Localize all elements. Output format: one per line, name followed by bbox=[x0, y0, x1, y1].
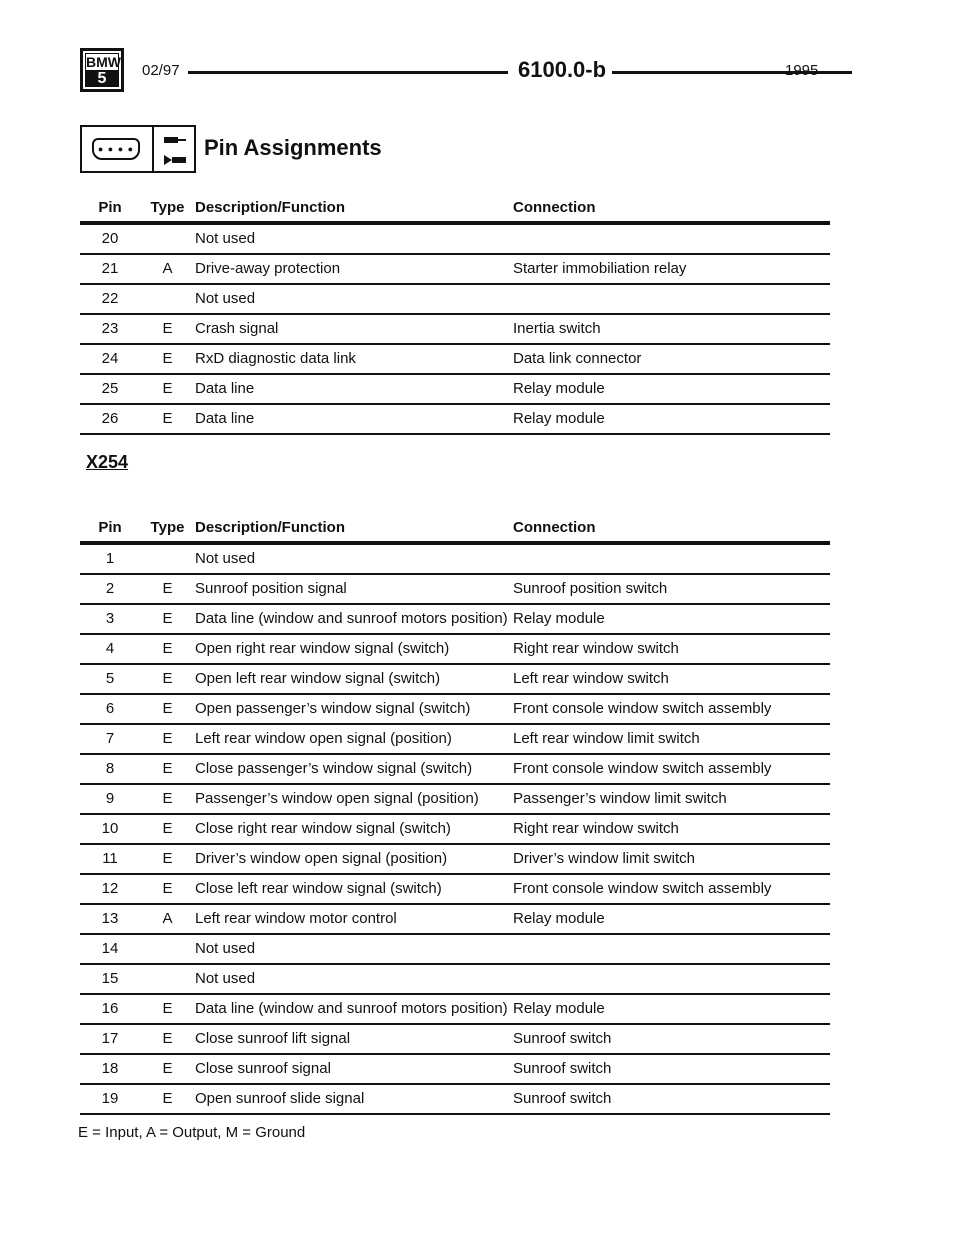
column-header-type: Type bbox=[140, 519, 195, 543]
cell-description: Driver’s window open signal (position) bbox=[195, 844, 513, 874]
cell-pin: 8 bbox=[80, 754, 140, 784]
cell-description: Not used bbox=[195, 964, 513, 994]
cell-description: Open sunroof slide signal bbox=[195, 1084, 513, 1114]
cell-connection: Relay module bbox=[513, 604, 830, 634]
cell-type bbox=[140, 284, 195, 314]
cell-connection bbox=[513, 543, 830, 574]
cell-pin: 3 bbox=[80, 604, 140, 634]
column-header-connection: Connection bbox=[513, 519, 830, 543]
cell-connection: Data link connector bbox=[513, 344, 830, 374]
cell-pin: 26 bbox=[80, 404, 140, 434]
logo-bottom-text: 5 bbox=[85, 70, 119, 87]
cell-description: Open left rear window signal (switch) bbox=[195, 664, 513, 694]
header-year: 1995 bbox=[785, 62, 819, 79]
cell-connection: Front console window switch assembly bbox=[513, 754, 830, 784]
table-row bbox=[80, 694, 830, 724]
header-date: 02/97 bbox=[142, 62, 180, 79]
cell-connection: Relay module bbox=[513, 374, 830, 404]
cell-description: Data line bbox=[195, 404, 513, 434]
cell-description: Data line (window and sunroof motors position) bbox=[195, 994, 513, 1024]
table-row bbox=[80, 223, 830, 254]
table-row bbox=[80, 344, 830, 374]
document-code: 6100.0-b bbox=[518, 57, 607, 82]
cell-description: Close sunroof signal bbox=[195, 1054, 513, 1084]
cell-connection: Relay module bbox=[513, 904, 830, 934]
cell-description: Close sunroof lift signal bbox=[195, 1024, 513, 1054]
cell-pin: 4 bbox=[80, 634, 140, 664]
pin-table-1 bbox=[80, 199, 830, 435]
table-row bbox=[80, 254, 830, 284]
cell-type bbox=[140, 543, 195, 574]
type-legend: E = Input, A = Output, M = Ground bbox=[78, 1124, 306, 1141]
cell-description: Data line bbox=[195, 374, 513, 404]
cell-description: Not used bbox=[195, 543, 513, 574]
header-rule-left bbox=[188, 71, 508, 74]
cell-description: Not used bbox=[195, 223, 513, 254]
cell-connection: Left rear window limit switch bbox=[513, 724, 830, 754]
cell-connection: Right rear window switch bbox=[513, 814, 830, 844]
table-row bbox=[80, 1084, 830, 1114]
cell-description: Left rear window open signal (position) bbox=[195, 724, 513, 754]
cell-type: E bbox=[140, 604, 195, 634]
cell-type: E bbox=[140, 724, 195, 754]
pin-table-2 bbox=[80, 519, 830, 1115]
cell-pin: 19 bbox=[80, 1084, 140, 1114]
cell-type bbox=[140, 964, 195, 994]
bmw-5-series-logo bbox=[80, 48, 124, 92]
cell-connection: Left rear window switch bbox=[513, 664, 830, 694]
cell-type: E bbox=[140, 814, 195, 844]
cell-pin: 13 bbox=[80, 904, 140, 934]
table-row bbox=[80, 724, 830, 754]
cell-pin: 1 bbox=[80, 543, 140, 574]
column-header-description: Description/Function bbox=[195, 199, 513, 223]
cell-pin: 12 bbox=[80, 874, 140, 904]
table-row bbox=[80, 1054, 830, 1084]
table-row bbox=[80, 784, 830, 814]
cell-connection: Relay module bbox=[513, 994, 830, 1024]
cell-pin: 21 bbox=[80, 254, 140, 284]
cell-pin: 6 bbox=[80, 694, 140, 724]
table-row bbox=[80, 574, 830, 604]
cell-pin: 25 bbox=[80, 374, 140, 404]
table-row bbox=[80, 814, 830, 844]
table-row bbox=[80, 1024, 830, 1054]
cell-connection: Passenger’s window limit switch bbox=[513, 784, 830, 814]
cell-type: E bbox=[140, 404, 195, 434]
cell-pin: 18 bbox=[80, 1054, 140, 1084]
cell-description: Data line (window and sunroof motors position) bbox=[195, 604, 513, 634]
cell-connection bbox=[513, 964, 830, 994]
cell-description: Passenger’s window open signal (position) bbox=[195, 784, 513, 814]
cell-pin: 22 bbox=[80, 284, 140, 314]
cell-type: E bbox=[140, 874, 195, 904]
table-row bbox=[80, 284, 830, 314]
cell-description: Drive-away protection bbox=[195, 254, 513, 284]
table-header-row bbox=[80, 519, 830, 543]
cell-connection: Front console window switch assembly bbox=[513, 874, 830, 904]
cell-connection bbox=[513, 223, 830, 254]
cell-description: Left rear window motor control bbox=[195, 904, 513, 934]
cell-type: E bbox=[140, 344, 195, 374]
cell-connection: Right rear window switch bbox=[513, 634, 830, 664]
column-header-pin: Pin bbox=[80, 519, 140, 543]
cell-pin: 5 bbox=[80, 664, 140, 694]
pin-female-icon bbox=[164, 153, 186, 167]
table-row bbox=[80, 604, 830, 634]
cell-connection: Sunroof position switch bbox=[513, 574, 830, 604]
connector-subheading: X254 bbox=[86, 452, 129, 472]
table-row bbox=[80, 664, 830, 694]
table-row bbox=[80, 844, 830, 874]
connector-icon: ● ● ● ● bbox=[92, 138, 140, 160]
table-row bbox=[80, 754, 830, 784]
column-header-description: Description/Function bbox=[195, 519, 513, 543]
table-row bbox=[80, 934, 830, 964]
cell-pin: 7 bbox=[80, 724, 140, 754]
cell-connection: Front console window switch assembly bbox=[513, 694, 830, 724]
cell-pin: 14 bbox=[80, 934, 140, 964]
cell-description: Open passenger’s window signal (switch) bbox=[195, 694, 513, 724]
table-row bbox=[80, 634, 830, 664]
cell-connection: Sunroof switch bbox=[513, 1084, 830, 1114]
table-row bbox=[80, 964, 830, 994]
cell-pin: 17 bbox=[80, 1024, 140, 1054]
cell-type: E bbox=[140, 1084, 195, 1114]
cell-pin: 11 bbox=[80, 844, 140, 874]
column-header-type: Type bbox=[140, 199, 195, 223]
cell-pin: 15 bbox=[80, 964, 140, 994]
cell-type: E bbox=[140, 994, 195, 1024]
cell-type bbox=[140, 223, 195, 254]
cell-pin: 9 bbox=[80, 784, 140, 814]
table-row bbox=[80, 874, 830, 904]
cell-type: E bbox=[140, 634, 195, 664]
logo-top-text: BMW bbox=[86, 54, 121, 70]
cell-pin: 10 bbox=[80, 814, 140, 844]
column-header-pin: Pin bbox=[80, 199, 140, 223]
cell-type: E bbox=[140, 374, 195, 404]
cell-type: E bbox=[140, 664, 195, 694]
cell-type bbox=[140, 934, 195, 964]
cell-type: E bbox=[140, 754, 195, 784]
cell-type: E bbox=[140, 694, 195, 724]
column-header-connection: Connection bbox=[513, 199, 830, 223]
page-header bbox=[80, 44, 820, 94]
table-row bbox=[80, 994, 830, 1024]
cell-connection: Sunroof switch bbox=[513, 1054, 830, 1084]
cell-pin: 24 bbox=[80, 344, 140, 374]
cell-description: Crash signal bbox=[195, 314, 513, 344]
cell-type: E bbox=[140, 784, 195, 814]
cell-description: Close passenger’s window signal (switch) bbox=[195, 754, 513, 784]
cell-connection: Inertia switch bbox=[513, 314, 830, 344]
cell-type: E bbox=[140, 1054, 195, 1084]
table-row bbox=[80, 314, 830, 344]
cell-description: Not used bbox=[195, 934, 513, 964]
table-row bbox=[80, 904, 830, 934]
cell-description: Not used bbox=[195, 284, 513, 314]
cell-connection: Sunroof switch bbox=[513, 1024, 830, 1054]
cell-connection: Relay module bbox=[513, 404, 830, 434]
cell-connection: Starter immobiliation relay bbox=[513, 254, 830, 284]
cell-connection bbox=[513, 284, 830, 314]
cell-description: Open right rear window signal (switch) bbox=[195, 634, 513, 664]
cell-pin: 23 bbox=[80, 314, 140, 344]
table-row bbox=[80, 374, 830, 404]
cell-description: Close left rear window signal (switch) bbox=[195, 874, 513, 904]
cell-type: E bbox=[140, 844, 195, 874]
cell-connection bbox=[513, 934, 830, 964]
table-row bbox=[80, 404, 830, 434]
cell-type: E bbox=[140, 314, 195, 344]
cell-pin: 20 bbox=[80, 223, 140, 254]
cell-description: Sunroof position signal bbox=[195, 574, 513, 604]
cell-type: E bbox=[140, 574, 195, 604]
cell-type: E bbox=[140, 1024, 195, 1054]
connector-pin-icon bbox=[80, 125, 196, 173]
cell-pin: 16 bbox=[80, 994, 140, 1024]
cell-type: A bbox=[140, 254, 195, 284]
cell-type: A bbox=[140, 904, 195, 934]
pin-male-icon bbox=[164, 133, 186, 147]
cell-description: RxD diagnostic data link bbox=[195, 344, 513, 374]
table-row bbox=[80, 543, 830, 574]
section-title: Pin Assignments bbox=[204, 135, 382, 160]
table-header-row bbox=[80, 199, 830, 223]
cell-pin: 2 bbox=[80, 574, 140, 604]
cell-description: Close right rear window signal (switch) bbox=[195, 814, 513, 844]
cell-connection: Driver’s window limit switch bbox=[513, 844, 830, 874]
